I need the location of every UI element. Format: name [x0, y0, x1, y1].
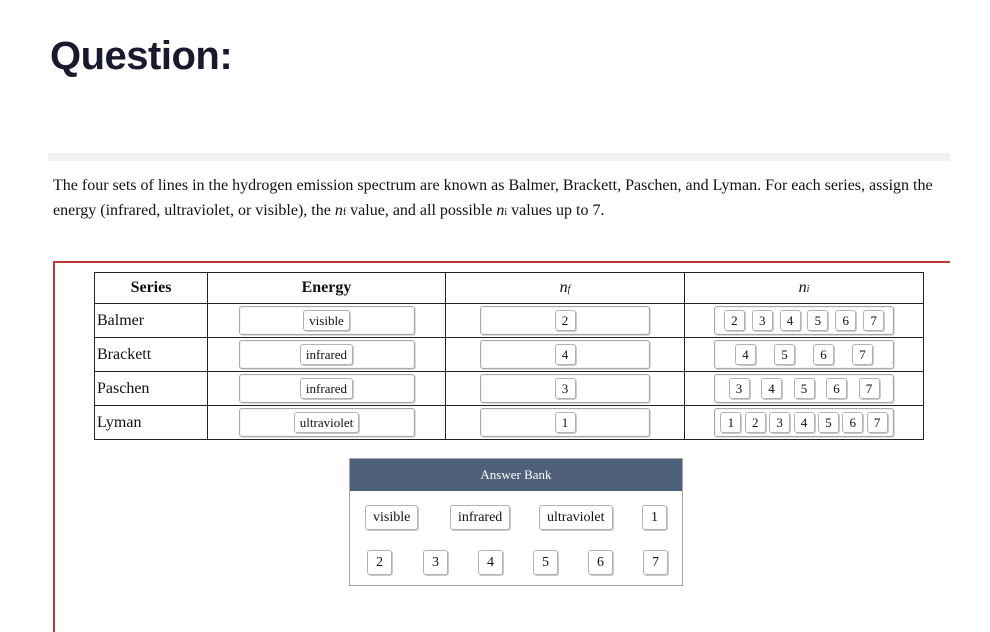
ni-chip[interactable]: 7 [852, 344, 873, 365]
ni-chip[interactable]: 6 [813, 344, 834, 365]
nf-header-symbol: n [559, 279, 568, 296]
ni-chip[interactable]: 7 [859, 378, 880, 399]
ni-dropzone[interactable] [714, 340, 894, 369]
answer-frame-top-border [53, 261, 950, 263]
nf-header-subscript: f [567, 284, 571, 295]
ni-chip[interactable]: 5 [807, 310, 828, 331]
bank-item-3[interactable]: 3 [423, 550, 448, 575]
ni-chip[interactable]: 5 [774, 344, 795, 365]
question-prompt [53, 173, 953, 225]
ni-chip[interactable]: 3 [729, 378, 750, 399]
bank-item-infrared[interactable]: infrared [450, 505, 510, 530]
series-name: Lyman [95, 406, 208, 440]
ni-header-symbol: n [798, 279, 807, 296]
bank-item-2[interactable]: 2 [367, 550, 392, 575]
energy-chip[interactable]: infrared [300, 378, 353, 399]
series-table [94, 272, 924, 440]
nf-chip[interactable]: 4 [555, 344, 576, 365]
bank-item-5[interactable]: 5 [533, 550, 558, 575]
ni-dropzone[interactable] [714, 374, 894, 403]
table-header-row [95, 273, 924, 304]
prompt-text-2: value, and all possible [346, 202, 497, 219]
nf-dropzone[interactable] [480, 374, 650, 403]
ni-chip[interactable]: 4 [780, 310, 801, 331]
ni-chip[interactable]: 6 [826, 378, 847, 399]
nf-chip[interactable]: 3 [555, 378, 576, 399]
table-row [95, 304, 924, 338]
series-name: Balmer [95, 304, 208, 338]
bank-item-4[interactable]: 4 [478, 550, 503, 575]
ni-dropzone[interactable] [714, 306, 894, 335]
ni-chip[interactable]: 2 [745, 412, 766, 433]
ni-chip[interactable]: 7 [863, 310, 884, 331]
bank-item-1[interactable]: 1 [642, 505, 667, 530]
question-heading: Question: [50, 34, 233, 78]
bank-item-visible[interactable]: visible [365, 505, 418, 530]
ni-subscript: i [504, 207, 508, 218]
nf-dropzone[interactable] [480, 340, 650, 369]
bank-item-7[interactable]: 7 [643, 550, 668, 575]
ni-chip[interactable]: 3 [752, 310, 773, 331]
table-row [95, 406, 924, 440]
ni-chip[interactable]: 6 [842, 412, 863, 433]
answer-frame-left-border [53, 261, 55, 632]
prompt-text-1: The four sets of lines in the hydrogen emission spectrum are known as Balmer, Brackett, Paschen, and Lyman. For each series, assign the energy (infrared, ultraviolet, or visible), the [53, 177, 933, 219]
answer-bank-title: Answer Bank [350, 459, 682, 491]
energy-dropzone[interactable] [239, 340, 415, 369]
energy-chip[interactable]: ultraviolet [294, 412, 359, 433]
prompt-text-3: values up to 7. [507, 202, 605, 219]
bank-item-6[interactable]: 6 [588, 550, 613, 575]
ni-symbol: n [496, 202, 505, 219]
ni-chip[interactable]: 4 [761, 378, 782, 399]
energy-dropzone[interactable] [239, 306, 415, 335]
nf-symbol: n [334, 202, 343, 219]
nf-dropzone[interactable] [480, 306, 650, 335]
series-column-header: Series [95, 273, 208, 304]
ni-chip[interactable]: 4 [794, 412, 815, 433]
ni-column-header [685, 273, 924, 304]
ni-chip[interactable]: 2 [724, 310, 745, 331]
ni-chip[interactable]: 3 [769, 412, 790, 433]
nf-chip[interactable]: 2 [555, 310, 576, 331]
nf-dropzone[interactable] [480, 408, 650, 437]
series-name: Paschen [95, 372, 208, 406]
ni-chip[interactable]: 6 [835, 310, 856, 331]
energy-dropzone[interactable] [239, 408, 415, 437]
table-row [95, 372, 924, 406]
answer-bank [349, 458, 683, 586]
series-name: Brackett [95, 338, 208, 372]
energy-chip[interactable]: infrared [300, 344, 353, 365]
ni-chip[interactable]: 4 [735, 344, 756, 365]
ni-dropzone[interactable] [714, 408, 894, 437]
ni-chip[interactable]: 1 [720, 412, 741, 433]
nf-chip[interactable]: 1 [555, 412, 576, 433]
ni-chip[interactable]: 5 [794, 378, 815, 399]
energy-column-header: Energy [208, 273, 446, 304]
bank-item-ultraviolet[interactable]: ultraviolet [539, 505, 613, 530]
ni-chip[interactable]: 7 [867, 412, 888, 433]
nf-subscript: f [342, 207, 347, 218]
ni-header-subscript: i [806, 284, 810, 295]
section-divider [48, 153, 950, 161]
energy-chip[interactable]: visible [303, 310, 350, 331]
energy-dropzone[interactable] [239, 374, 415, 403]
nf-column-header [446, 273, 685, 304]
ni-chip[interactable]: 5 [818, 412, 839, 433]
table-row [95, 338, 924, 372]
